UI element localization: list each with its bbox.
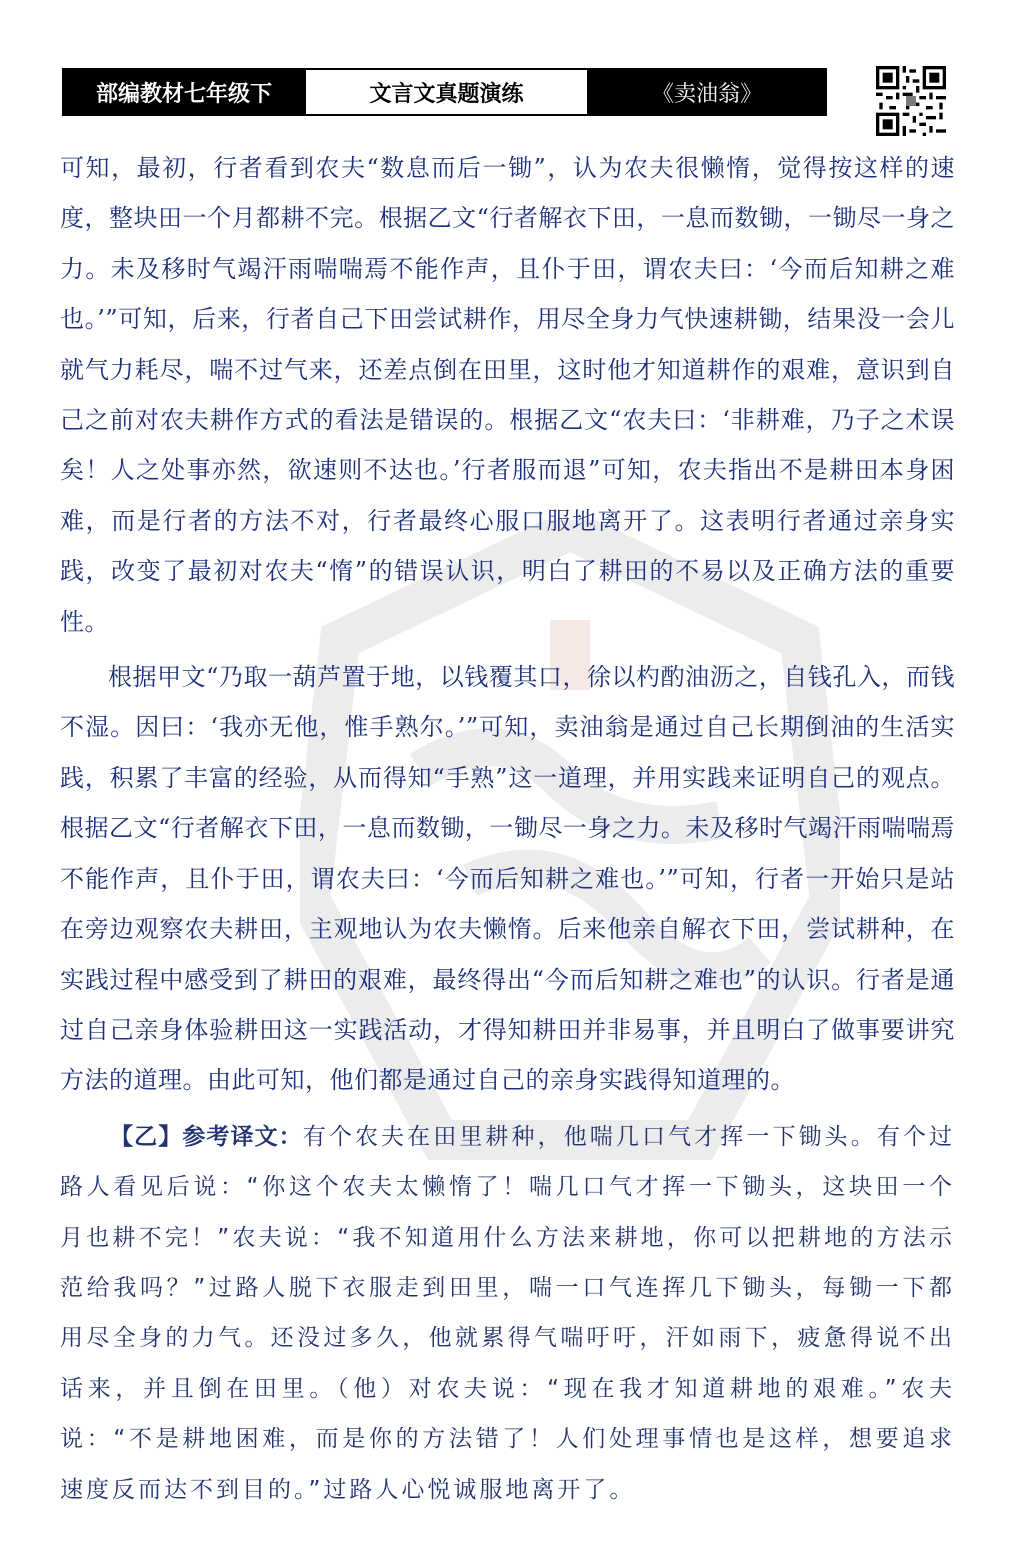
analysis-paragraph-2: 根据甲文“乃取一葫芦置于地，以钱覆其口，徐以杓酌油沥之，自钱孔入，而钱不湿。因曰：‘我亦无他，惟手熟尔。’”可知，卖油翁是通过自己长期倒油的生活实践，积累了丰富的经验，从而得知“手熟”这一道理，并用实践来证明自己的观点。根据乙文“行者解衣下田，一息而数锄，一锄尽一身之力。未及移时气竭汗雨喘喘焉不能作声，且仆于田，谓农夫曰：‘今而后知耕之难也。’”可知，行者一开始只是站在旁边观察农夫耕田，主观地认为农夫懒惰。后来他亲自解衣下田，尝试耕种，在实践过程中感受到了耕田的艰难，最终得出“今而后知耕之难也”的认识。行者是通过自己亲身体验耕田这一实践活动，才得知耕田并非易事，并且明白了做事要讲究方法的道理。由此可知，他们都是通过自己的亲身实践得知道理的。 xyxy=(60,663,955,1095)
translation-heading: 【乙】参考译文： xyxy=(110,1123,303,1150)
translation-text: 有个农夫在田里耕种，他喘几口气才挥一下锄头。有个过路人看见后说：“你这个农夫太懒惰了！喘几口气才挥一下锄头，这块田一个月也耕不完！”农夫说：“我不知道用什么方法来耕地，你可以把耕地的方法示范给我吗？”过路人脱下衣服走到田里，喘一口气连挥几下锄头，每锄一下都用尽全身的力气。还没过多久，他就累得气喘吁吁，汗如雨下，疲惫得说不出话来，并且倒在田里。（他）对农夫说：“现在我才知道耕地的艰难。”农夫说：“不是耕地困难，而是你的方法错了！人们处理事情也是这样，想要追求速度反而达不到目的。”过路人心悦诚服地离开了。 xyxy=(60,1123,955,1503)
header-bar xyxy=(62,68,827,116)
header-lesson-title: 《卖油翁》 xyxy=(589,70,825,114)
document-body xyxy=(60,143,955,1515)
analysis-paragraph-1: 可知，最初，行者看到农夫“数息而后一锄”，认为农夫很懒惰，觉得按这样的速度，整块田一个月都耕不完。根据乙文“行者解衣下田，一息而数锄，一锄尽一身之力。未及移时气竭汗雨喘喘焉不能作声，且仆于田，谓农夫曰：‘今而后知耕之难也。’”可知，后来，行者自己下田尝试耕作，用尽全身力气快速耕锄，结果没一会儿就气力耗尽，喘不过气来，还差点倒在田里，这时他才知道耕作的艰难，意识到自己之前对农夫耕作方式的看法是错误的。根据乙文“农夫曰：‘非耕难，乃子之术误矣！人之处事亦然，欲速则不达也。’行者服而退”可知，农夫指出不是耕田本身困难，而是行者的方法不对，行者最终心服口服地离开了。这表明行者通过亲身实践，改变了最初对农夫“惰”的错误认识，明白了耕田的不易以及正确方法的重要性。 xyxy=(60,154,955,636)
qr-code-icon xyxy=(876,66,946,136)
header-grade-label: 部编教材七年级下 xyxy=(64,70,304,114)
header-section-title: 文言文真题演练 xyxy=(304,70,589,114)
translation-paragraph xyxy=(60,1112,955,1515)
